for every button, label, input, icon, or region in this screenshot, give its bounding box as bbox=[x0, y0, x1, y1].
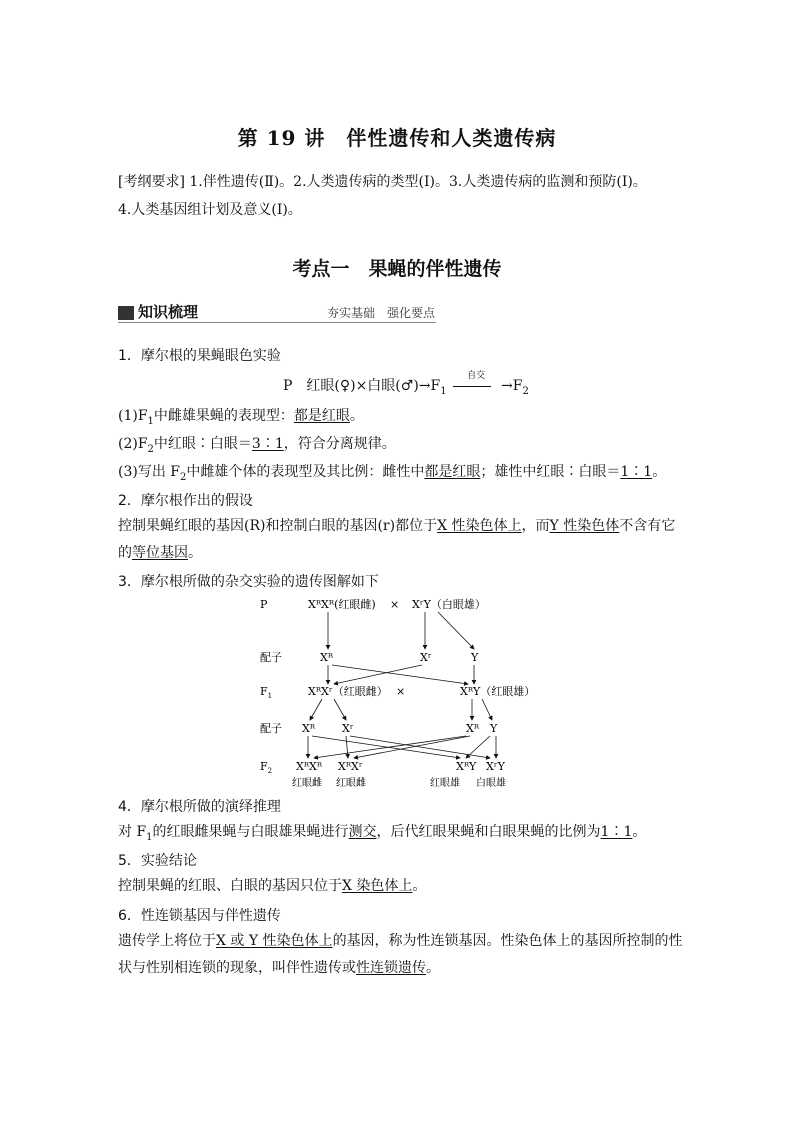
p6-line1 bbox=[118, 931, 683, 951]
q3-answer2: 1∶1 bbox=[620, 464, 653, 480]
q2-mid: 中红眼∶白眼＝ bbox=[153, 436, 252, 452]
p-cross: × bbox=[390, 598, 400, 611]
row-p: P bbox=[260, 598, 268, 611]
p6-b: 的基因，称为性连锁基因。性染色体上的基因所控制的性 bbox=[332, 933, 683, 949]
section-bar-right: 夯实基础 强化要点 bbox=[327, 306, 436, 320]
gamete2-xR2: Xᴿ bbox=[466, 722, 480, 735]
p2-answer2: Y 性染色体 bbox=[549, 518, 620, 534]
requirements-line2: 4.人类基因组计划及意义(Ⅰ)。 bbox=[118, 202, 302, 218]
f2-genotype-1: XᴿXᴿ bbox=[296, 760, 323, 773]
p2-answer1: X 性染色体上 bbox=[437, 518, 522, 534]
q3-mid2: ；雄性中红眼∶白眼＝ bbox=[480, 464, 621, 480]
p4-a: 对 F bbox=[118, 824, 147, 840]
f2-phenotype-4: 白眼雄 bbox=[476, 778, 506, 789]
cross-f2: →F bbox=[501, 378, 523, 394]
gamete-xR: Xᴿ bbox=[320, 651, 334, 664]
p6-c: 状与性别相连锁的现象，叫伴性遗传或 bbox=[118, 960, 356, 976]
section-bar-label: 知识梳理 bbox=[138, 303, 199, 321]
p4-answer1: 测交 bbox=[348, 824, 377, 840]
gamete2-xR1: Xᴿ bbox=[302, 722, 316, 735]
p6-line2 bbox=[118, 958, 440, 978]
f2-genotype-4: XʳY bbox=[486, 760, 505, 773]
cross-line: P 红眼(♀)×白眼$(♂)\to F_1$ 自交 $\to F_2$ bbox=[283, 376, 529, 402]
q2: $(2)F_2$中红眼∶白眼＝3∶1，符合分离规律。 bbox=[118, 436, 396, 455]
heading-2: 2．摩尔根作出的假设 bbox=[118, 493, 253, 509]
q3-end: 。 bbox=[652, 464, 667, 480]
q1-mid: 中雌雄果蝇的表现型： bbox=[153, 408, 294, 424]
section-title: 考点一 果蝇的伴性遗传 bbox=[292, 258, 502, 280]
p4-answer2: 1∶1 bbox=[600, 824, 633, 840]
q2-answer: 3∶1 bbox=[251, 436, 284, 452]
f2-phenotype-1: 红眼雌 bbox=[292, 778, 322, 789]
heading-4: 4．摩尔根所做的演绎推理 bbox=[118, 799, 281, 815]
gamete2-y: Y bbox=[490, 722, 498, 735]
requirements-text1: 1.伴性遗传(Ⅱ)。2.人类遗传病的类型(Ⅰ)。3.人类遗传病的监测和预防(Ⅰ)。 bbox=[189, 174, 647, 190]
row-gamete: 配子 bbox=[260, 651, 282, 664]
row-f2: $F_2$ bbox=[260, 760, 273, 775]
p6-answer2: 性连锁遗传 bbox=[356, 960, 426, 976]
selfing-arrow bbox=[453, 371, 499, 396]
q3-answer1: 都是红眼 bbox=[424, 464, 481, 480]
genetic-cross-diagram bbox=[250, 594, 550, 792]
cross-text: 红眼(♀)×白眼(♂)→F bbox=[306, 378, 441, 394]
p5-b: 。 bbox=[412, 878, 427, 894]
p2-e: 。 bbox=[188, 545, 202, 561]
row-gamete2: 配子 bbox=[260, 722, 282, 735]
p2-a: 控制果蝇红眼的基因(R)和控制白眼的基因(r)都位于 bbox=[118, 518, 438, 534]
p4: 对 $F_1$的红眼雌果蝇与白眼雄果蝇进行测交，后代红眼果蝇和白眼果蝇的比例为1∶1。 bbox=[118, 824, 647, 843]
page-title: 第 19 讲 伴性遗传和人类遗传病 bbox=[237, 126, 557, 150]
heading-3: 3．摩尔根所做的杂交实验的遗传图解如下 bbox=[118, 574, 379, 590]
f2-phenotype-3: 红眼雄 bbox=[430, 778, 460, 789]
selfing-label: 自交 bbox=[467, 371, 486, 381]
q1-end: 。 bbox=[349, 408, 364, 424]
f1-female: XᴿXʳ（红眼雌） bbox=[308, 685, 388, 698]
square-icon bbox=[118, 306, 134, 320]
p-female: XᴿXᴿ(红眼雌) bbox=[308, 598, 376, 611]
q3: (3)写出 $F_2$中雌雄个体的表现型及其比例：雌性中都是红眼；雄性中红眼∶白眼＝1∶1。 bbox=[118, 464, 667, 483]
q3-pre: (3)写出 F bbox=[118, 464, 180, 480]
p-male: XʳY（白眼雄） bbox=[412, 598, 486, 611]
q1-answer: 都是红眼 bbox=[293, 408, 350, 424]
p5-answer: X 染色体上 bbox=[342, 878, 413, 894]
p2-b: ，而 bbox=[521, 518, 550, 534]
p2-line1 bbox=[118, 516, 675, 536]
gamete-xr: Xʳ bbox=[420, 651, 432, 664]
f2-phenotype-2: 红眼雌 bbox=[336, 778, 366, 789]
q2-pre: (2)F bbox=[118, 436, 148, 452]
cross-p: P bbox=[283, 378, 293, 394]
p4-b: 的红眼雌果蝇与白眼雄果蝇进行 bbox=[152, 824, 349, 840]
heading-1: 1．摩尔根的果蝇眼色实验 bbox=[118, 348, 281, 364]
p6-a: 遗传学上将位于 bbox=[118, 933, 216, 949]
q3-mid: 中雌雄个体的表现型及其比例：雌性中 bbox=[186, 464, 425, 480]
gamete-y: Y bbox=[471, 651, 479, 664]
heading-5: 5．实验结论 bbox=[118, 853, 197, 869]
p5 bbox=[118, 876, 426, 896]
f2-genotype-2: XᴿXʳ bbox=[338, 760, 363, 773]
p2-c: 不含有它 bbox=[619, 518, 676, 534]
heading-6: 6．性连锁基因与伴性遗传 bbox=[118, 908, 281, 924]
p2-line2 bbox=[118, 543, 202, 563]
section-bar bbox=[118, 301, 198, 322]
q2-end: ，符合分离规律。 bbox=[283, 436, 396, 452]
p6-answer1: X 或 Y 性染色体上 bbox=[216, 933, 333, 949]
requirements-line1 bbox=[118, 172, 647, 192]
p2-answer3: 等位基因 bbox=[132, 545, 188, 561]
f2-genotype-3: XᴿY bbox=[456, 760, 477, 773]
requirements-label: [考纲要求] bbox=[118, 174, 185, 190]
q1: $(1)F_1$中雌雄果蝇的表现型：都是红眼。 bbox=[118, 408, 364, 427]
p6-d: 。 bbox=[426, 960, 440, 976]
p4-c: ，后代红眼果蝇和白眼果蝇的比例为 bbox=[376, 824, 601, 840]
p2-d: 的 bbox=[118, 545, 132, 561]
f1-male: XᴿY（红眼雄） bbox=[460, 685, 536, 698]
p5-a: 控制果蝇的红眼、白眼的基因只位于 bbox=[118, 878, 342, 894]
gamete2-xr1: Xʳ bbox=[342, 722, 354, 735]
section-bar-divider bbox=[118, 322, 436, 323]
p4-d: 。 bbox=[632, 824, 647, 840]
q1-pre: (1)F bbox=[118, 408, 148, 424]
f1-cross: × bbox=[396, 685, 406, 698]
row-f1: $F_1$ bbox=[260, 685, 273, 700]
